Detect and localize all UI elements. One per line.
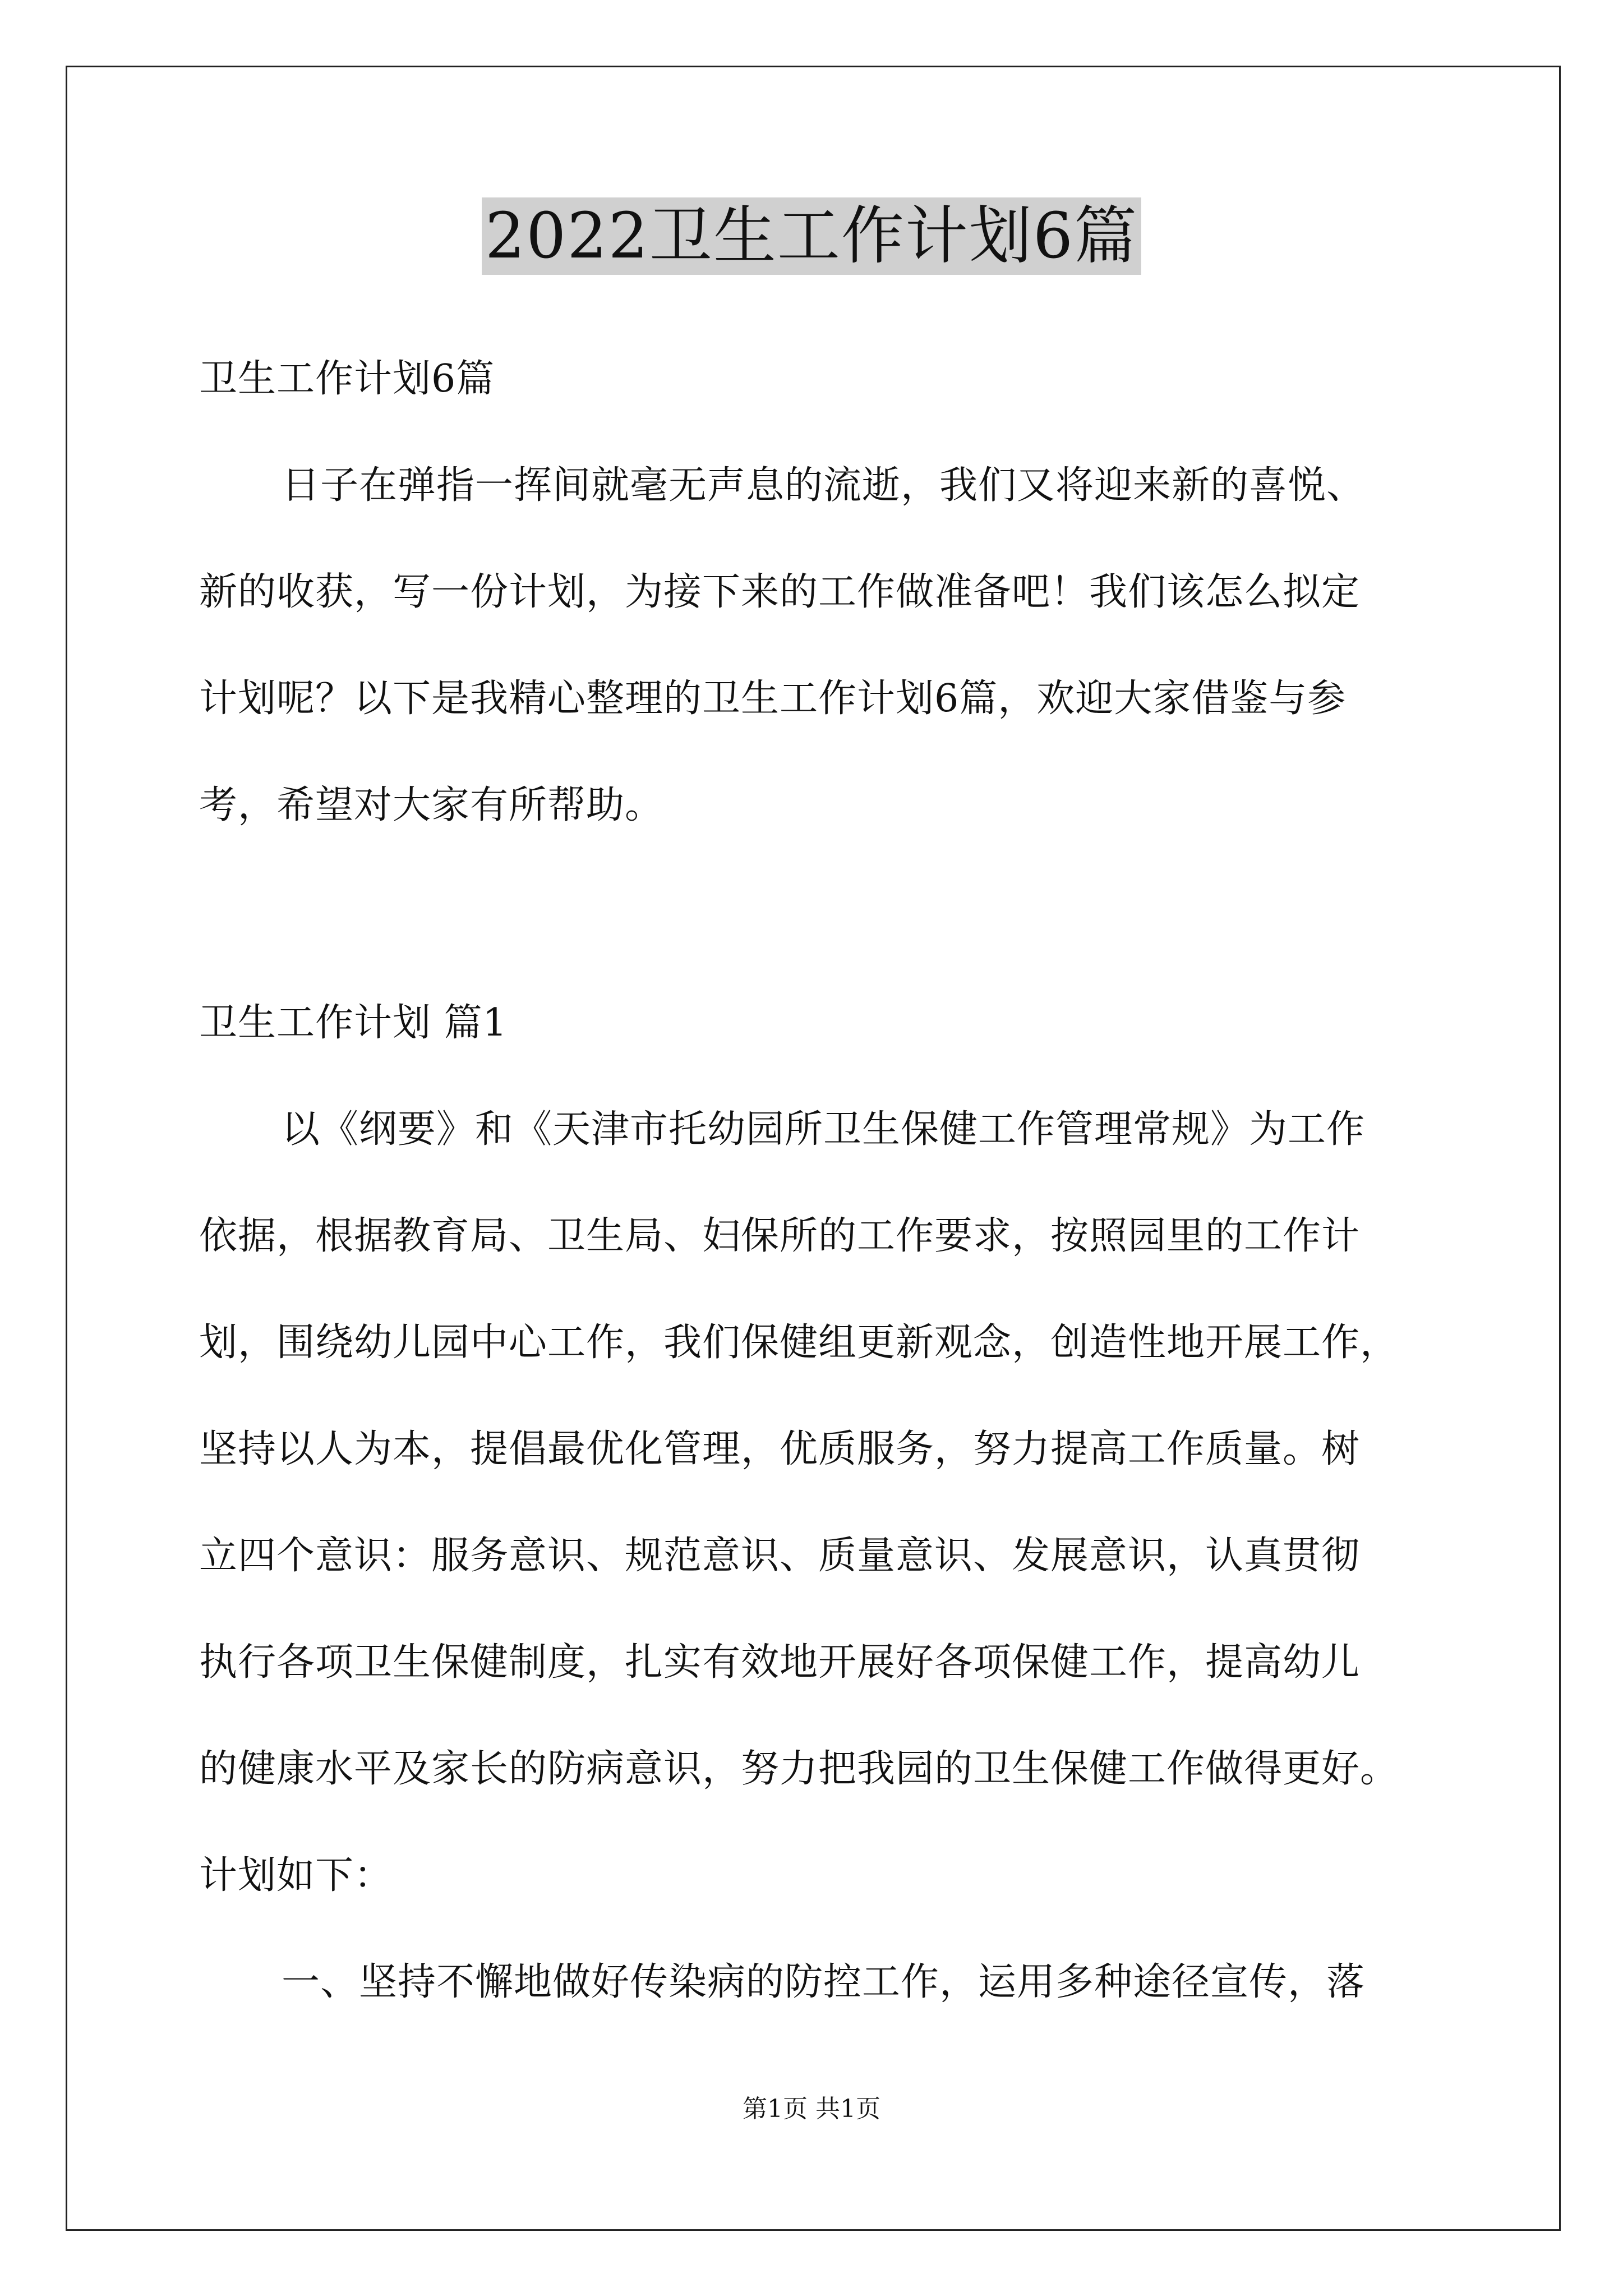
paragraph-line: 依据，根据教育局、卫生局、妇保所的工作要求，按照园里的工作计 bbox=[199, 1214, 1361, 1258]
paragraph-line: 立四个意识：服务意识、规范意识、质量意识、发展意识，认真贯彻 bbox=[199, 1534, 1361, 1578]
section-heading: 卫生工作计划 篇1 bbox=[199, 1001, 508, 1045]
page-footer: 第1页 共1页 bbox=[743, 2095, 880, 2123]
paragraph-line: 执行各项卫生保健制度，扎实有效地开展好各项保健工作，提高幼儿 bbox=[199, 1640, 1361, 1685]
intro-line: 日子在弹指一挥间就毫无声息的流逝，我们又将迎来新的喜悦、 bbox=[282, 463, 1366, 508]
paragraph-line: 的健康水平及家长的防病意识，努力把我园的卫生保健工作做得更好。 bbox=[199, 1747, 1399, 1791]
paragraph-line: 坚持以人为本，提倡最优化管理，优质服务，努力提高工作质量。树 bbox=[199, 1427, 1361, 1471]
intro-line: 考，希望对大家有所帮助。 bbox=[199, 783, 664, 827]
document-title: 2022卫生工作计划6篇 bbox=[482, 197, 1141, 275]
point-one-line: 一、坚持不懈地做好传染病的防控工作，运用多种途径宣传，落 bbox=[282, 1960, 1366, 2004]
paragraph-line: 计划如下： bbox=[199, 1853, 393, 1898]
intro-line: 新的收获，写一份计划，为接下来的工作做准备吧！我们该怎么拟定 bbox=[199, 570, 1361, 614]
paragraph-line: 以《纲要》和《天津市托幼园所卫生保健工作管理常规》为工作 bbox=[282, 1107, 1366, 1152]
title-container bbox=[0, 197, 1623, 275]
intro-line: 计划呢？以下是我精心整理的卫生工作计划6篇，欢迎大家借鉴与参 bbox=[199, 677, 1347, 721]
document-subtitle: 卫生工作计划6篇 bbox=[199, 357, 495, 401]
paragraph-line: 划，围绕幼儿园中心工作，我们保健组更新观念，创造性地开展工作， bbox=[199, 1320, 1399, 1365]
